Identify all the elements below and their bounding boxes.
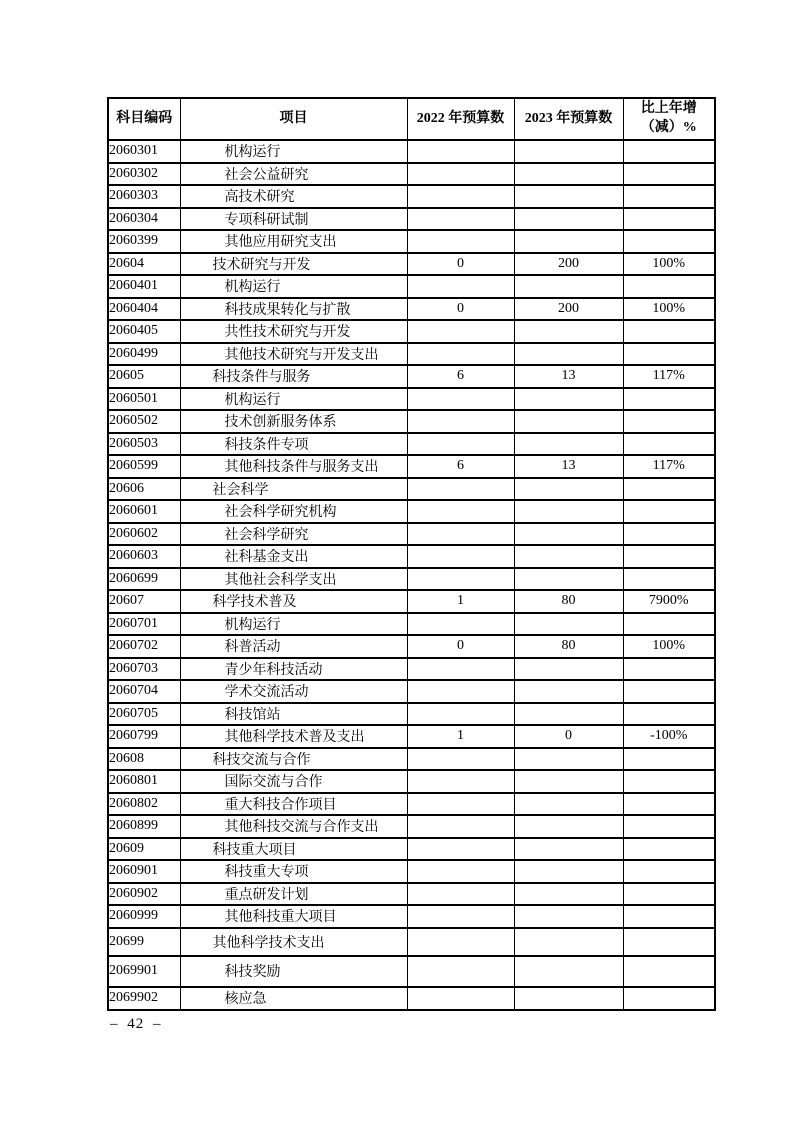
header-budget-2023: 2023 年预算数	[514, 98, 623, 140]
table-row	[108, 320, 715, 343]
item-name-cell: 社会公益研究	[180, 163, 407, 186]
item-name-cell: 其他科技重大项目	[180, 905, 407, 928]
budget-2023-cell	[514, 860, 623, 883]
subject-code-cell: 2060801	[108, 770, 180, 793]
item-name-cell: 重点研发计划	[180, 883, 407, 906]
budget-2023-cell: 13	[514, 365, 623, 388]
change-pct-cell	[623, 500, 715, 523]
budget-2022-cell	[407, 568, 514, 591]
item-name-cell: 机构运行	[180, 613, 407, 636]
table-header-row	[108, 98, 715, 140]
change-pct-cell: 117%	[623, 455, 715, 478]
item-name-cell: 学术交流活动	[180, 680, 407, 703]
item-name-cell: 科技条件专项	[180, 433, 407, 456]
item-name-cell: 科技条件与服务	[180, 365, 407, 388]
item-name-cell: 其他应用研究支出	[180, 230, 407, 253]
budget-2022-cell: 6	[407, 455, 514, 478]
subject-code-cell: 2060702	[108, 635, 180, 658]
item-name-cell: 其他科学技术支出	[180, 928, 407, 956]
budget-2022-cell: 0	[407, 298, 514, 321]
table-row	[108, 433, 715, 456]
change-pct-cell: -100%	[623, 725, 715, 748]
item-name-cell: 社会科学研究机构	[180, 500, 407, 523]
item-name-cell: 技术研究与开发	[180, 253, 407, 276]
subject-code-cell: 2060404	[108, 298, 180, 321]
budget-2023-cell: 200	[514, 253, 623, 276]
subject-code-cell: 2060902	[108, 883, 180, 906]
budget-2022-cell: 0	[407, 253, 514, 276]
change-pct-cell	[623, 433, 715, 456]
budget-2022-cell	[407, 987, 514, 1010]
item-name-cell: 机构运行	[180, 140, 407, 163]
budget-2022-cell	[407, 770, 514, 793]
subject-code-cell: 2060701	[108, 613, 180, 636]
budget-2022-cell	[407, 545, 514, 568]
subject-code-cell: 2060499	[108, 343, 180, 366]
budget-2022-cell: 0	[407, 635, 514, 658]
budget-2022-cell	[407, 343, 514, 366]
budget-2023-cell	[514, 568, 623, 591]
item-name-cell: 科普活动	[180, 635, 407, 658]
subject-code-cell: 2060601	[108, 500, 180, 523]
table-row	[108, 545, 715, 568]
table-row	[108, 815, 715, 838]
change-pct-cell	[623, 523, 715, 546]
subject-code-cell: 2060899	[108, 815, 180, 838]
table-row	[108, 455, 715, 478]
item-name-cell: 核应急	[180, 987, 407, 1010]
budget-2023-cell: 0	[514, 725, 623, 748]
budget-2023-cell	[514, 410, 623, 433]
budget-2023-cell: 13	[514, 455, 623, 478]
item-name-cell: 科技重大专项	[180, 860, 407, 883]
table-row	[108, 365, 715, 388]
change-pct-cell: 7900%	[623, 590, 715, 613]
budget-2022-cell	[407, 793, 514, 816]
budget-2023-cell	[514, 275, 623, 298]
subject-code-cell: 2060799	[108, 725, 180, 748]
table-row	[108, 590, 715, 613]
item-name-cell: 青少年科技活动	[180, 658, 407, 681]
budget-2023-cell	[514, 523, 623, 546]
table-row	[108, 635, 715, 658]
table-row	[108, 298, 715, 321]
change-pct-cell	[623, 140, 715, 163]
change-pct-cell: 100%	[623, 253, 715, 276]
item-name-cell: 科技成果转化与扩散	[180, 298, 407, 321]
budget-2023-cell	[514, 928, 623, 956]
budget-2022-cell	[407, 658, 514, 681]
table-row	[108, 928, 715, 956]
budget-2022-cell	[407, 140, 514, 163]
subject-code-cell: 2069901	[108, 956, 180, 987]
table-row	[108, 838, 715, 861]
budget-2022-cell	[407, 208, 514, 231]
budget-2023-cell: 80	[514, 590, 623, 613]
budget-2022-cell	[407, 185, 514, 208]
subject-code-cell: 20607	[108, 590, 180, 613]
budget-2023-cell	[514, 433, 623, 456]
table-row	[108, 987, 715, 1010]
budget-2023-cell	[514, 500, 623, 523]
change-pct-cell	[623, 748, 715, 771]
budget-2023-cell	[514, 478, 623, 501]
subject-code-cell: 20606	[108, 478, 180, 501]
change-pct-cell	[623, 275, 715, 298]
subject-code-cell: 2060302	[108, 163, 180, 186]
subject-code-cell: 2060603	[108, 545, 180, 568]
item-name-cell: 科技奖励	[180, 956, 407, 987]
budget-2022-cell	[407, 433, 514, 456]
budget-2023-cell	[514, 163, 623, 186]
budget-2023-cell	[514, 388, 623, 411]
change-pct-cell	[623, 860, 715, 883]
change-pct-cell	[623, 928, 715, 956]
change-pct-cell	[623, 613, 715, 636]
table-row	[108, 410, 715, 433]
header-change-pct	[623, 98, 715, 140]
change-pct-cell	[623, 987, 715, 1010]
item-name-cell: 其他社会科学支出	[180, 568, 407, 591]
budget-2023-cell	[514, 815, 623, 838]
subject-code-cell: 20604	[108, 253, 180, 276]
budget-2023-cell	[514, 320, 623, 343]
table-row	[108, 658, 715, 681]
change-pct-cell: 100%	[623, 298, 715, 321]
table-row	[108, 388, 715, 411]
table-row	[108, 343, 715, 366]
subject-code-cell: 2060399	[108, 230, 180, 253]
budget-2023-cell	[514, 748, 623, 771]
budget-2023-cell: 200	[514, 298, 623, 321]
budget-2022-cell	[407, 523, 514, 546]
item-name-cell: 社科基金支出	[180, 545, 407, 568]
change-pct-cell	[623, 230, 715, 253]
subject-code-cell: 2060401	[108, 275, 180, 298]
budget-2023-cell	[514, 230, 623, 253]
budget-2022-cell	[407, 748, 514, 771]
budget-2022-cell	[407, 815, 514, 838]
item-name-cell: 科技重大项目	[180, 838, 407, 861]
subject-code-cell: 2060502	[108, 410, 180, 433]
subject-code-cell: 20608	[108, 748, 180, 771]
budget-2023-cell	[514, 680, 623, 703]
change-pct-cell	[623, 545, 715, 568]
item-name-cell: 其他科技条件与服务支出	[180, 455, 407, 478]
table-row	[108, 748, 715, 771]
change-pct-cell	[623, 343, 715, 366]
subject-code-cell: 2060704	[108, 680, 180, 703]
budget-2022-cell	[407, 163, 514, 186]
budget-2022-cell	[407, 956, 514, 987]
change-pct-cell	[623, 658, 715, 681]
budget-2023-cell	[514, 956, 623, 987]
change-pct-cell	[623, 770, 715, 793]
budget-2022-cell	[407, 905, 514, 928]
subject-code-cell: 2060705	[108, 703, 180, 726]
subject-code-cell: 2069902	[108, 987, 180, 1010]
change-pct-cell	[623, 703, 715, 726]
budget-2022-cell	[407, 230, 514, 253]
table-row	[108, 613, 715, 636]
item-name-cell: 机构运行	[180, 275, 407, 298]
subject-code-cell: 20699	[108, 928, 180, 956]
table-row	[108, 956, 715, 987]
change-pct-cell: 117%	[623, 365, 715, 388]
subject-code-cell: 2060703	[108, 658, 180, 681]
budget-2022-cell: 1	[407, 725, 514, 748]
change-pct-cell	[623, 185, 715, 208]
item-name-cell: 其他技术研究与开发支出	[180, 343, 407, 366]
item-name-cell: 社会科学	[180, 478, 407, 501]
item-name-cell: 机构运行	[180, 388, 407, 411]
table-row	[108, 883, 715, 906]
budget-2023-cell	[514, 613, 623, 636]
header-change-line2: （减）%	[640, 120, 697, 135]
table-row	[108, 703, 715, 726]
change-pct-cell	[623, 320, 715, 343]
table-row	[108, 208, 715, 231]
budget-2023-cell	[514, 770, 623, 793]
table-row	[108, 523, 715, 546]
subject-code-cell: 2060301	[108, 140, 180, 163]
table-row	[108, 230, 715, 253]
item-name-cell: 国际交流与合作	[180, 770, 407, 793]
item-name-cell: 专项科研试制	[180, 208, 407, 231]
budget-2023-cell	[514, 545, 623, 568]
table-row	[108, 163, 715, 186]
table-row	[108, 770, 715, 793]
change-pct-cell	[623, 883, 715, 906]
table-row	[108, 140, 715, 163]
subject-code-cell: 2060602	[108, 523, 180, 546]
change-pct-cell	[623, 208, 715, 231]
budget-2022-cell: 6	[407, 365, 514, 388]
header-item: 项目	[180, 98, 407, 140]
budget-2022-cell	[407, 703, 514, 726]
budget-2023-cell	[514, 658, 623, 681]
table-row	[108, 500, 715, 523]
change-pct-cell	[623, 568, 715, 591]
budget-2022-cell	[407, 838, 514, 861]
subject-code-cell: 20609	[108, 838, 180, 861]
table-row	[108, 905, 715, 928]
item-name-cell: 重大科技合作项目	[180, 793, 407, 816]
page-number: – 42 –	[110, 1016, 162, 1032]
change-pct-cell: 100%	[623, 635, 715, 658]
change-pct-cell	[623, 478, 715, 501]
budget-table	[107, 97, 716, 1011]
change-pct-cell	[623, 905, 715, 928]
budget-2022-cell	[407, 613, 514, 636]
table-row	[108, 275, 715, 298]
subject-code-cell: 2060501	[108, 388, 180, 411]
budget-2023-cell	[514, 140, 623, 163]
item-name-cell: 共性技术研究与开发	[180, 320, 407, 343]
change-pct-cell	[623, 410, 715, 433]
table-row	[108, 478, 715, 501]
subject-code-cell: 2060599	[108, 455, 180, 478]
item-name-cell: 社会科学研究	[180, 523, 407, 546]
change-pct-cell	[623, 956, 715, 987]
subject-code-cell: 2060303	[108, 185, 180, 208]
budget-2022-cell	[407, 388, 514, 411]
budget-2022-cell	[407, 320, 514, 343]
budget-2023-cell	[514, 343, 623, 366]
change-pct-cell	[623, 815, 715, 838]
budget-2022-cell	[407, 860, 514, 883]
subject-code-cell: 20605	[108, 365, 180, 388]
budget-2023-cell	[514, 883, 623, 906]
subject-code-cell: 2060304	[108, 208, 180, 231]
table-row	[108, 680, 715, 703]
subject-code-cell: 2060802	[108, 793, 180, 816]
item-name-cell: 其他科学技术普及支出	[180, 725, 407, 748]
budget-2022-cell	[407, 500, 514, 523]
change-pct-cell	[623, 388, 715, 411]
item-name-cell: 技术创新服务体系	[180, 410, 407, 433]
budget-2023-cell	[514, 793, 623, 816]
budget-2023-cell	[514, 208, 623, 231]
change-pct-cell	[623, 838, 715, 861]
budget-2022-cell	[407, 410, 514, 433]
change-pct-cell	[623, 793, 715, 816]
budget-2023-cell	[514, 185, 623, 208]
table-row	[108, 568, 715, 591]
budget-2023-cell	[514, 838, 623, 861]
budget-2022-cell	[407, 883, 514, 906]
budget-2022-cell	[407, 275, 514, 298]
table-row	[108, 793, 715, 816]
budget-2022-cell	[407, 478, 514, 501]
header-subject-code: 科目编码	[108, 98, 180, 140]
header-budget-2022: 2022 年预算数	[407, 98, 514, 140]
subject-code-cell: 2060999	[108, 905, 180, 928]
subject-code-cell: 2060503	[108, 433, 180, 456]
subject-code-cell: 2060405	[108, 320, 180, 343]
change-pct-cell	[623, 163, 715, 186]
table-row	[108, 860, 715, 883]
subject-code-cell: 2060699	[108, 568, 180, 591]
budget-2023-cell	[514, 905, 623, 928]
budget-2023-cell: 80	[514, 635, 623, 658]
item-name-cell: 其他科技交流与合作支出	[180, 815, 407, 838]
budget-2023-cell	[514, 987, 623, 1010]
budget-2022-cell: 1	[407, 590, 514, 613]
subject-code-cell: 2060901	[108, 860, 180, 883]
item-name-cell: 科学技术普及	[180, 590, 407, 613]
budget-2022-cell	[407, 680, 514, 703]
table-row	[108, 185, 715, 208]
item-name-cell: 科技馆站	[180, 703, 407, 726]
header-change-line1: 比上年增	[640, 101, 697, 117]
item-name-cell: 高技术研究	[180, 185, 407, 208]
budget-2023-cell	[514, 703, 623, 726]
table-row	[108, 725, 715, 748]
change-pct-cell	[623, 680, 715, 703]
item-name-cell: 科技交流与合作	[180, 748, 407, 771]
table-row	[108, 253, 715, 276]
budget-2022-cell	[407, 928, 514, 956]
